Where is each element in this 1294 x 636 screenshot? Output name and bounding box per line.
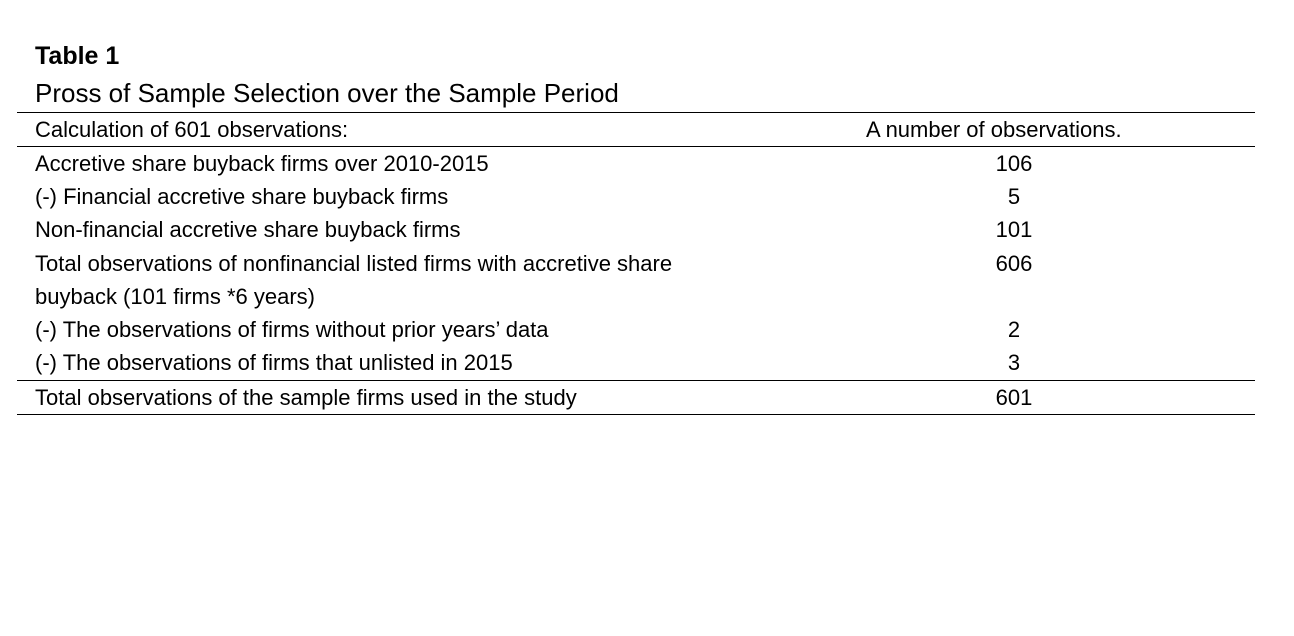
row-label: Accretive share buyback firms over 2010-2015 [35,151,489,176]
row-value: 5 [1007,184,1021,209]
row-value: 101 [995,217,1033,242]
row-label-continuation: buyback (101 firms *6 years) [35,284,315,309]
table-bottom-rule [17,414,1255,415]
table-label: Table 1 [35,42,120,70]
row-value: 606 [995,251,1033,276]
table-title: Pross of Sample Selection over the Sample Period [35,78,619,108]
header-label: Calculation of 601 observations: [35,117,349,142]
row-label: Non-financial accretive share buyback firms [35,217,461,242]
row-label: (-) The observations of firms without prior years’ data [35,317,549,342]
total-label: Total observations of the sample firms used in the study [35,385,577,410]
row-value: 106 [995,151,1033,176]
row-value: 2 [1007,317,1021,342]
row-label: (-) The observations of firms that unlisted in 2015 [35,350,513,375]
row-label: (-) Financial accretive share buyback firms [35,184,449,209]
row-label: Total observations of nonfinancial listed firms with accretive share [35,251,673,276]
total-value: 601 [995,385,1033,410]
row-value: 3 [1007,350,1021,375]
header-value: A number of observations. [866,117,1122,142]
